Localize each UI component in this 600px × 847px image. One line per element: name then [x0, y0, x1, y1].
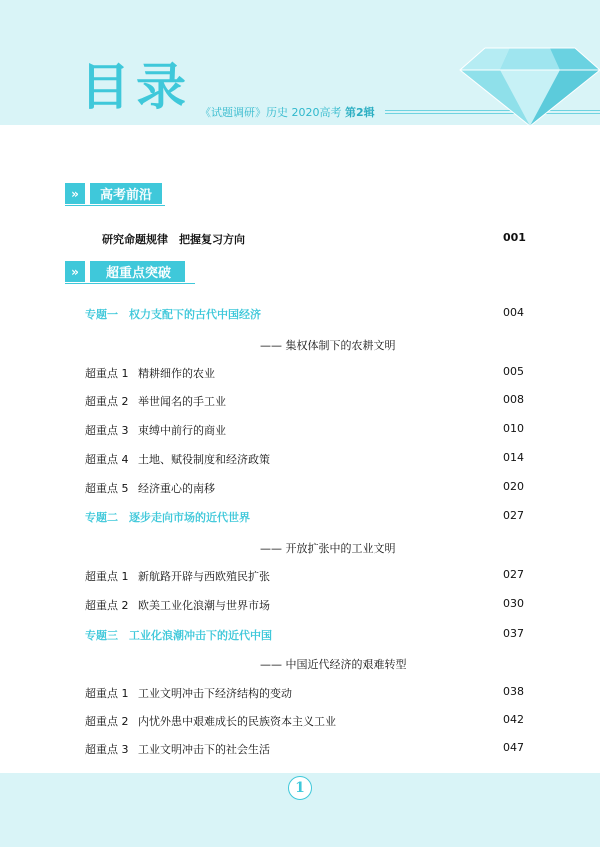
section-frontier-underline [65, 205, 165, 206]
point-title: 欧美工业化浪潮与世界市场 [138, 599, 270, 612]
topic-title: 专题一 权力支配下的古代中国经济 [85, 308, 261, 321]
point-title: 新航路开辟与西欧殖民扩张 [138, 570, 270, 583]
topic-page: 037 [503, 627, 524, 640]
point-title: 工业文明冲击下的社会生活 [138, 743, 270, 756]
point-number: 超重点 1 [85, 570, 129, 583]
point-entry[interactable] [0, 365, 600, 383]
section-breakthrough-underline [65, 283, 195, 284]
double-chevron-icon: » [65, 261, 85, 282]
point-entry[interactable] [0, 685, 600, 703]
point-title: 举世闻名的手工业 [138, 395, 226, 408]
point-number: 超重点 3 [85, 424, 129, 437]
subtitle-year: 2020高考 [291, 106, 342, 119]
point-number: 超重点 4 [85, 453, 129, 466]
header-subtitle [200, 104, 375, 120]
point-number: 超重点 3 [85, 743, 129, 756]
point-number: 超重点 5 [85, 482, 129, 495]
point-title: 束缚中前行的商业 [138, 424, 226, 437]
point-page: 014 [503, 451, 524, 464]
topic-subtitle-text: —— 开放扩张中的工业文明 [260, 542, 396, 555]
topic-page: 027 [503, 509, 524, 522]
point-entry[interactable] [0, 451, 600, 469]
section-breakthrough-header [65, 261, 185, 282]
point-page: 042 [503, 713, 524, 726]
point-title: 内忧外患中艰难成长的民族资本主义工业 [138, 715, 336, 728]
toc-entry-page: 001 [503, 231, 526, 244]
point-number: 超重点 2 [85, 395, 129, 408]
subtitle-issue: 第2辑 [345, 106, 375, 119]
point-page: 010 [503, 422, 524, 435]
topic-subtitle-1 [0, 337, 600, 355]
point-page: 008 [503, 393, 524, 406]
point-number: 超重点 1 [85, 367, 129, 380]
double-chevron-icon: » [65, 183, 85, 204]
section-frontier-header [65, 183, 162, 204]
topic-title: 专题二 逐步走向市场的近代世界 [85, 511, 250, 524]
topic-entry-1[interactable] [0, 306, 600, 324]
point-page: 047 [503, 741, 524, 754]
point-title: 精耕细作的农业 [138, 367, 215, 380]
topic-title: 专题三 工业化浪潮冲击下的近代中国 [85, 629, 272, 642]
topic-entry-3[interactable] [0, 627, 600, 645]
topic-subtitle-3 [0, 656, 600, 674]
point-page: 020 [503, 480, 524, 493]
point-page: 030 [503, 597, 524, 610]
toc-entry-title: 研究命题规律 把握复习方向 [102, 233, 245, 246]
point-title: 经济重心的南移 [138, 482, 215, 495]
point-title: 工业文明冲击下经济结构的变动 [138, 687, 292, 700]
point-entry[interactable] [0, 568, 600, 586]
point-entry[interactable] [0, 741, 600, 759]
page-title: 目录 [80, 58, 192, 116]
point-title: 土地、赋役制度和经济政策 [138, 453, 270, 466]
topic-page: 004 [503, 306, 524, 319]
point-page: 005 [503, 365, 524, 378]
topic-entry-2[interactable] [0, 509, 600, 527]
section-frontier-label: 高考前沿 [88, 183, 162, 204]
point-entry[interactable] [0, 597, 600, 615]
subtitle-series: 《试题调研》历史 [200, 106, 288, 119]
point-entry[interactable] [0, 480, 600, 498]
diamond-icon [455, 38, 600, 128]
page-number: 1 [288, 776, 312, 800]
section-breakthrough-label: 超重点突破 [88, 261, 185, 282]
point-number: 超重点 2 [85, 599, 129, 612]
topic-subtitle-text: —— 集权体制下的农耕文明 [260, 339, 396, 352]
point-number: 超重点 2 [85, 715, 129, 728]
topic-subtitle-text: —— 中国近代经济的艰难转型 [260, 658, 407, 671]
topic-subtitle-2 [0, 540, 600, 558]
point-page: 038 [503, 685, 524, 698]
point-entry[interactable] [0, 713, 600, 731]
point-page: 027 [503, 568, 524, 581]
point-entry[interactable] [0, 393, 600, 411]
toc-entry-frontier[interactable] [0, 231, 600, 249]
point-entry[interactable] [0, 422, 600, 440]
point-number: 超重点 1 [85, 687, 129, 700]
